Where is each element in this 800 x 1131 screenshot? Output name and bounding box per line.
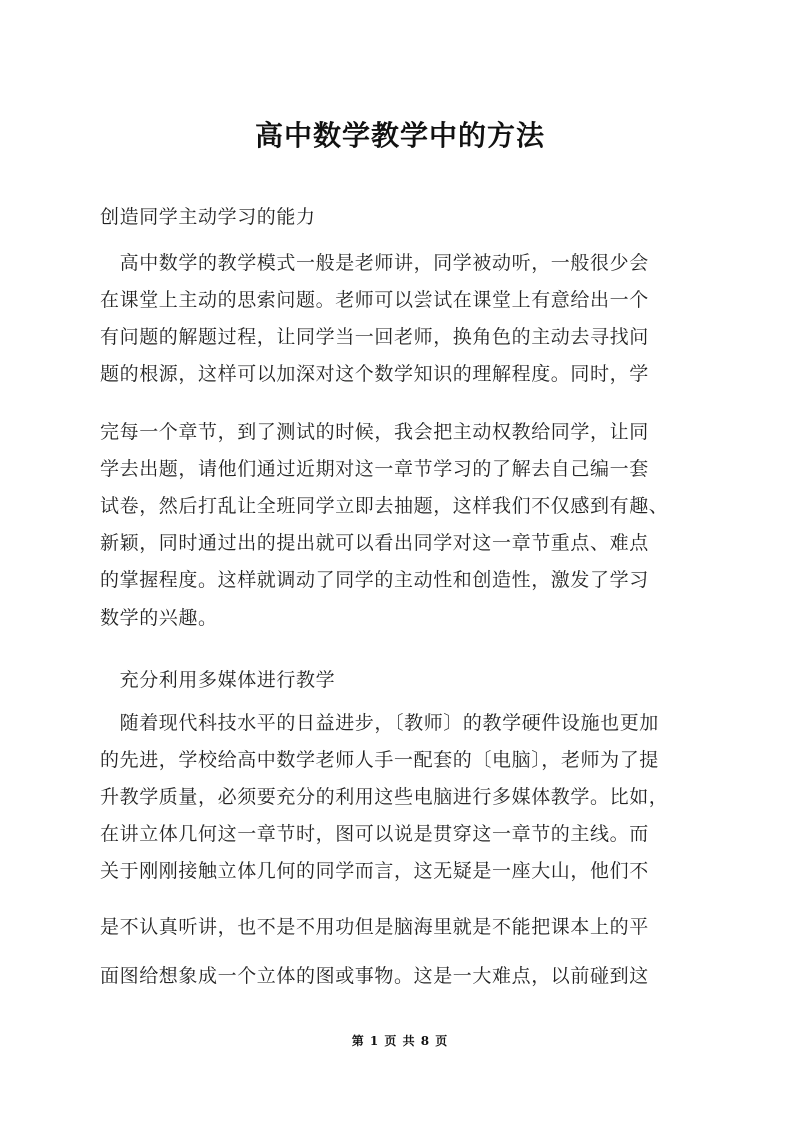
paragraph-line: 题的根源，这样可以加深对这个数学知识的理解程度。同时，学 — [100, 363, 649, 385]
paragraph-line: 高中数学的教学模式一般是老师讲，同学被动听，一般很少会 — [100, 252, 649, 274]
page-footer: 第 1 页 共 8 页 — [351, 1034, 449, 1048]
paragraph-line: 学去出题，请他们通过近期对这一章节学习的了解去自己编一套 — [100, 458, 649, 480]
paragraph-line: 随着现代科技水平的日益进步，〔教师〕的教学硬件设施也更加 — [100, 712, 659, 734]
paragraph-line: 新颖，同时通过出的提出就可以看出同学对这一章节重点、难点 — [100, 532, 649, 554]
paragraph-line: 完每一个章节，到了测试的时候，我会把主动权教给同学，让同 — [100, 421, 649, 443]
paragraph-line: 关于刚刚接触立体几何的同学而言，这无疑是一座大山，他们不 — [100, 860, 649, 882]
paragraph-line: 有问题的解题过程，让同学当一回老师，换角色的主动去寻找问 — [100, 326, 649, 348]
paragraph-line: 的掌握程度。这样就调动了同学的主动性和创造性，激发了学习 — [100, 569, 649, 591]
paragraph-line: 面图给想象成一个立体的图或事物。这是一大难点，以前碰到这 — [100, 965, 649, 987]
page-title: 高中数学教学中的方法 — [254, 119, 545, 152]
paragraph-line: 升教学质量，必须要充分的利用这些电脑进行多媒体教学。比如， — [100, 786, 669, 808]
section-heading: 创造同学主动学习的能力 — [100, 206, 316, 228]
section-heading: 充分利用多媒体进行教学 — [100, 669, 336, 691]
paragraph-line: 数学的兴趣。 — [100, 607, 218, 629]
paragraph-line: 在讲立体几何这一章节时，图可以说是贯穿这一章节的主线。而 — [100, 823, 649, 845]
paragraph-line: 试卷，然后打乱让全班同学立即去抽题，这样我们不仅感到有趣、 — [100, 495, 669, 517]
paragraph-line: 在课堂上主动的思索问题。老师可以尝试在课堂上有意给出一个 — [100, 289, 649, 311]
paragraph-line: 是不认真听讲，也不是不用功但是脑海里就是不能把课本上的平 — [100, 916, 649, 938]
paragraph-line: 的先进，学校给高中数学老师人手一配套的〔电脑〕，老师为了提 — [100, 749, 659, 771]
